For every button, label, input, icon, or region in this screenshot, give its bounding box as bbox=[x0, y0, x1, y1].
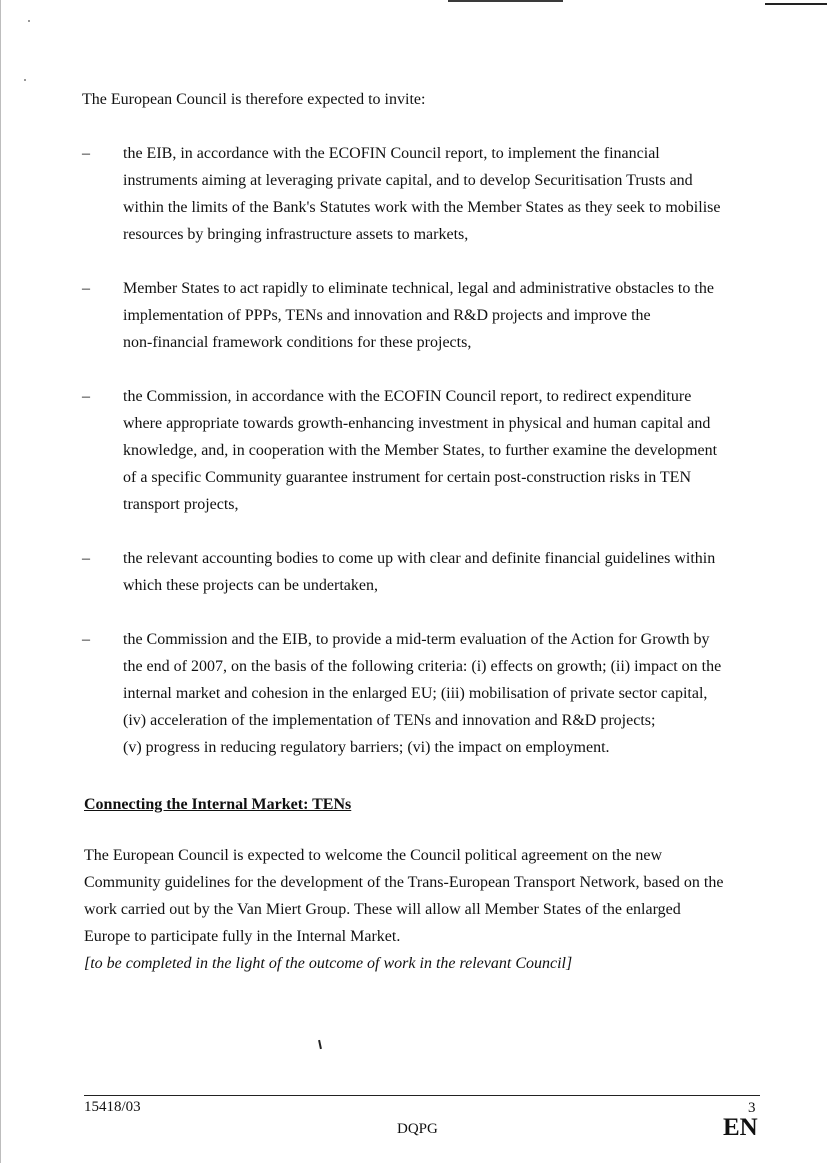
text-line: the Commission, in accordance with the ECOFIN Council report, to redirect expenditure bbox=[123, 388, 692, 405]
scan-speck bbox=[24, 79, 26, 81]
intro-sentence: The European Council is therefore expected to invite: bbox=[82, 91, 426, 108]
text-line: Member States to act rapidly to eliminate technical, legal and administrative obstacles to the bbox=[123, 280, 714, 297]
dash-bullet: – bbox=[82, 631, 90, 648]
text-line: The European Council is expected to welcome the Council political agreement on the new bbox=[84, 847, 663, 864]
dash-bullet: – bbox=[82, 388, 90, 405]
list-item-text bbox=[123, 275, 763, 356]
scan-speck bbox=[28, 20, 30, 22]
section-paragraph bbox=[84, 842, 774, 950]
footer-department: DQPG bbox=[397, 1121, 438, 1137]
footer-document-number: 15418/03 bbox=[84, 1099, 141, 1115]
scan-artifact-line bbox=[765, 3, 827, 5]
text-line: (iv) acceleration of the implementation of TENs and innovation and R&D projects; bbox=[123, 712, 656, 729]
text-line: the EIB, in accordance with the ECOFIN Council report, to implement the financial bbox=[123, 145, 660, 162]
list-item-text bbox=[123, 140, 763, 248]
text-line: where appropriate towards growth-enhancing investment in physical and human capital and bbox=[123, 415, 711, 432]
footer-page-number: 3 bbox=[748, 1100, 756, 1116]
list-item-text bbox=[123, 626, 763, 761]
text-line: non-financial framework conditions for these projects, bbox=[123, 334, 472, 351]
dash-bullet: – bbox=[82, 145, 90, 162]
scan-edge bbox=[0, 0, 1, 1163]
text-line: internal market and cohesion in the enlarged EU; (iii) mobilisation of private sector capital, bbox=[123, 685, 708, 702]
text-line: within the limits of the Bank's Statutes work with the Member States as they seek to mobilise bbox=[123, 199, 721, 216]
footer-language-code: EN bbox=[723, 1114, 758, 1141]
text-line: the Commission and the EIB, to provide a mid-term evaluation of the Action for Growth by bbox=[123, 631, 710, 648]
dash-bullet: – bbox=[82, 280, 90, 297]
footer-divider bbox=[84, 1095, 760, 1096]
text-line: transport projects, bbox=[123, 496, 239, 513]
scan-artifact-line bbox=[448, 0, 563, 2]
text-line: the end of 2007, on the basis of the following criteria: (i) effects on growth; (ii) impact on the bbox=[123, 658, 722, 675]
text-line: which these projects can be undertaken, bbox=[123, 577, 379, 594]
text-line: implementation of PPPs, TENs and innovation and R&D projects and improve the bbox=[123, 307, 651, 324]
text-line: resources by bringing infrastructure assets to markets, bbox=[123, 226, 469, 243]
text-line: the relevant accounting bodies to come up with clear and definite financial guidelines within bbox=[123, 550, 716, 567]
dash-bullet: – bbox=[82, 550, 90, 567]
scan-mark bbox=[318, 1040, 322, 1049]
text-line: instruments aiming at leveraging private capital, and to develop Securitisation Trusts and bbox=[123, 172, 693, 189]
text-line: (v) progress in reducing regulatory barriers; (vi) the impact on employment. bbox=[123, 739, 610, 756]
list-item-text bbox=[123, 545, 763, 599]
text-line: of a specific Community guarantee instrument for certain post-construction risks in TEN bbox=[123, 469, 692, 486]
editorial-note: [to be completed in the light of the outcome of work in the relevant Council] bbox=[84, 955, 573, 972]
text-line: Community guidelines for the development of the Trans-European Transport Network, based on the bbox=[84, 874, 724, 891]
text-line: knowledge, and, in cooperation with the Member States, to further examine the development bbox=[123, 442, 718, 459]
section-heading: Connecting the Internal Market: TENs bbox=[84, 796, 352, 813]
text-line: work carried out by the Van Miert Group. These will allow all Member States of the enlarged bbox=[84, 901, 681, 918]
list-item-text bbox=[123, 383, 763, 518]
text-line: Europe to participate fully in the Internal Market. bbox=[84, 928, 401, 945]
